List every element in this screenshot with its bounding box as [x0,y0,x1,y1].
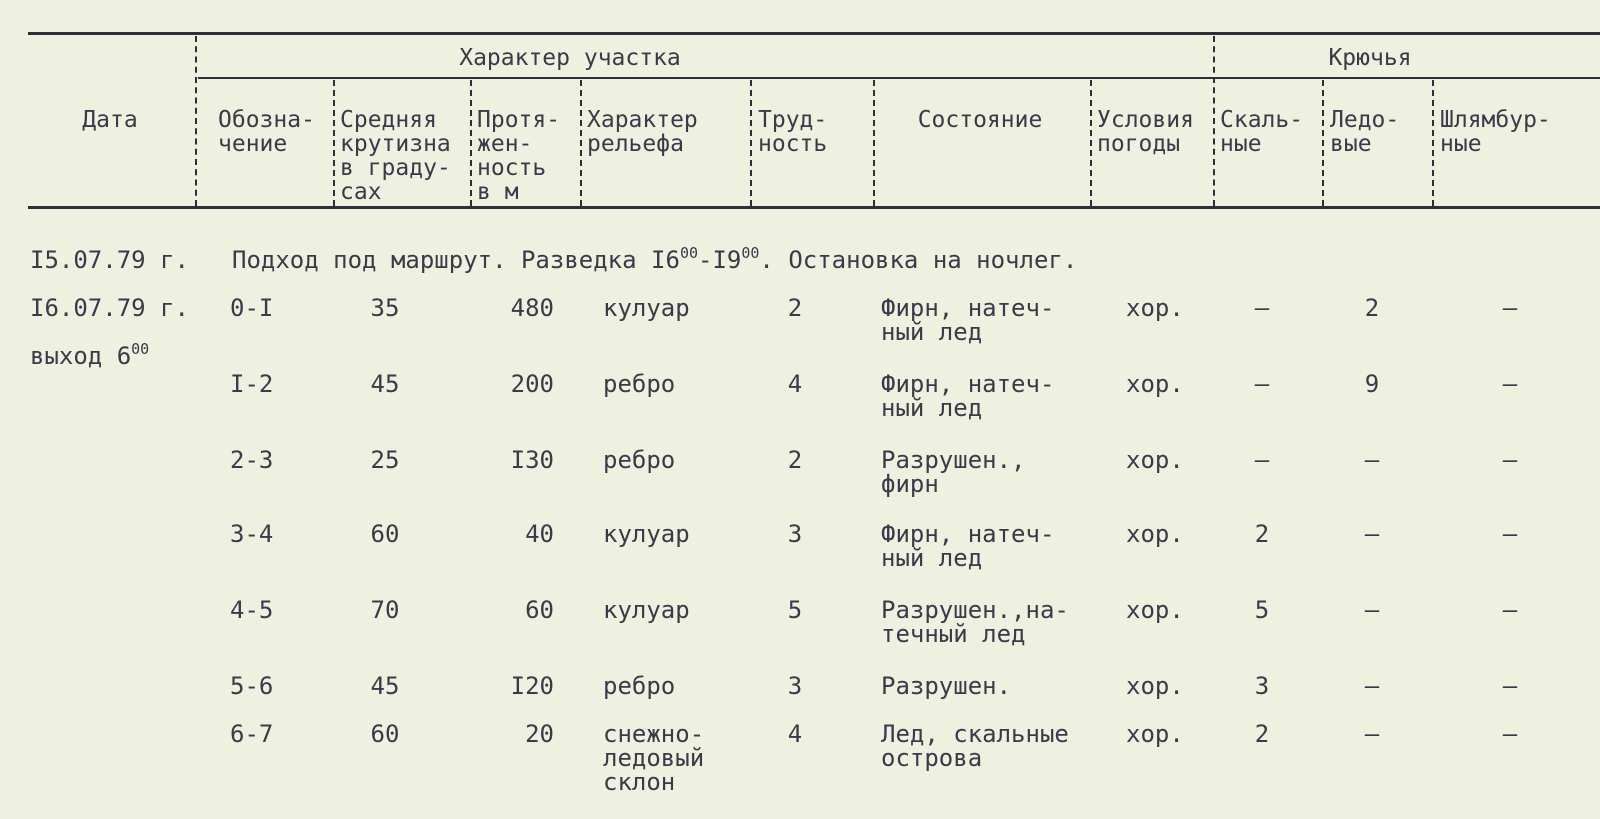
rock-hooks-cell: 2 [1254,720,1270,748]
header-bolt: Шлямбур- ные [1440,107,1551,157]
difficulty-cell: 4 [787,720,803,748]
note-text-c: . Остановка на ночлег. [759,246,1078,274]
length-cell: I20 [510,672,554,700]
header-weather: Условия погоды [1097,107,1194,157]
state-cell: Лед, скальные острова [881,720,1069,772]
weather-cell: хор. [1126,520,1184,548]
rock-hooks-cell: 5 [1254,596,1270,624]
steepness-cell: 25 [370,446,400,474]
header-length: Протя- жен- ность в м [477,107,561,205]
column-separator [1432,80,1434,206]
state-cell: Фирн, натеч- ный лед [881,370,1055,422]
column-separator [1322,80,1324,206]
bolt-hooks-cell: – [1502,446,1518,474]
state-cell: Разрушен.,на- течный лед [881,596,1069,648]
ice-hooks-cell: 2 [1364,294,1380,322]
header-steepness: Средняя крутизна в граду- сах [340,107,451,205]
ice-hooks-cell: – [1364,596,1380,624]
segment-cell: 3-4 [230,520,274,548]
rock-hooks-cell: – [1254,370,1270,398]
table-top-rule [28,32,1600,35]
state-cell: Фирн, натеч- ный лед [881,520,1055,572]
header-state: Состояние [917,107,1043,133]
relief-cell: кулуар [603,294,690,322]
length-cell: 480 [510,294,554,322]
relief-cell: ребро [603,370,676,398]
bolt-hooks-cell: – [1502,672,1518,700]
header-group-section: Характер участка [459,45,681,71]
column-separator [195,36,197,206]
bolt-hooks-cell: – [1502,720,1518,748]
weather-cell: хор. [1126,294,1184,322]
header-date: Дата [82,107,138,133]
ice-hooks-cell: – [1364,520,1380,548]
day2-exit [30,320,149,371]
segment-cell: 0-I [230,294,274,322]
weather-cell: хор. [1126,446,1184,474]
difficulty-cell: 2 [787,446,803,474]
column-separator [873,80,875,206]
length-cell: I30 [510,446,554,474]
ice-hooks-cell: – [1364,446,1380,474]
weather-cell: хор. [1126,596,1184,624]
header-designation: Обозна- чение [218,107,315,157]
state-cell: Фирн, натеч- ный лед [881,294,1055,346]
column-separator [1090,80,1092,206]
header-difficulty: Труд- ность [758,107,828,157]
header-bottom-rule [28,206,1600,209]
steepness-cell: 35 [370,294,400,322]
note-sup-b: 00 [741,244,760,262]
header-group-hooks: Крючья [1328,45,1412,71]
relief-cell: ребро [603,672,676,700]
difficulty-cell: 3 [787,672,803,700]
steepness-cell: 45 [370,672,400,700]
difficulty-cell: 5 [787,596,803,624]
weather-cell: хор. [1126,720,1184,748]
steepness-cell: 70 [370,596,400,624]
segment-cell: I-2 [230,370,274,398]
relief-cell: ребро [603,446,676,474]
bolt-hooks-cell: – [1502,370,1518,398]
note-date: I5.07.79 г. [30,246,189,274]
length-cell: 40 [525,520,554,548]
difficulty-cell: 3 [787,520,803,548]
ice-hooks-cell: – [1364,720,1380,748]
segment-cell: 5-6 [230,672,274,700]
header-rock: Скаль- ные [1220,107,1304,157]
weather-cell: хор. [1126,672,1184,700]
length-cell: 200 [510,370,554,398]
relief-cell: кулуар [603,596,690,624]
bolt-hooks-cell: – [1502,596,1518,624]
steepness-cell: 60 [370,720,400,748]
note-text [232,244,1078,275]
ice-hooks-cell: 9 [1364,370,1380,398]
bolt-hooks-cell: – [1502,294,1518,322]
group-header-rule [198,77,1600,79]
segment-cell: 2-3 [230,446,274,474]
ice-hooks-cell: – [1364,672,1380,700]
column-separator [333,80,335,206]
rock-hooks-cell: – [1254,446,1270,474]
column-separator [750,80,752,206]
rock-hooks-cell: 2 [1254,520,1270,548]
rock-hooks-cell: – [1254,294,1270,322]
bolt-hooks-cell: – [1502,520,1518,548]
steepness-cell: 45 [370,370,400,398]
note-text-a: Подход под маршрут. Разведка I6 [232,246,680,274]
steepness-cell: 60 [370,520,400,548]
state-cell: Разрушен., фирн [881,446,1026,498]
note-sup-a: 00 [679,244,698,262]
relief-cell: кулуар [603,520,690,548]
note-text-b: -I9 [698,246,742,274]
column-separator [1213,36,1215,206]
column-separator [470,80,472,206]
column-separator [580,80,582,206]
state-cell: Разрушен. [881,672,1012,700]
length-cell: 20 [525,720,554,748]
difficulty-cell: 4 [787,370,803,398]
relief-cell: снежно- ледовый склон [603,720,705,796]
day2-exit-sup: 00 [131,340,150,358]
segment-cell: 6-7 [230,720,274,748]
difficulty-cell: 2 [787,294,803,322]
length-cell: 60 [525,596,554,624]
day2-exit-text: выход 6 [30,342,132,370]
rock-hooks-cell: 3 [1254,672,1270,700]
weather-cell: хор. [1126,370,1184,398]
header-ice: Ледо- вые [1330,107,1400,157]
segment-cell: 4-5 [230,596,274,624]
header-relief: Характер рельефа [587,107,698,157]
day2-date: I6.07.79 г. [30,294,189,322]
